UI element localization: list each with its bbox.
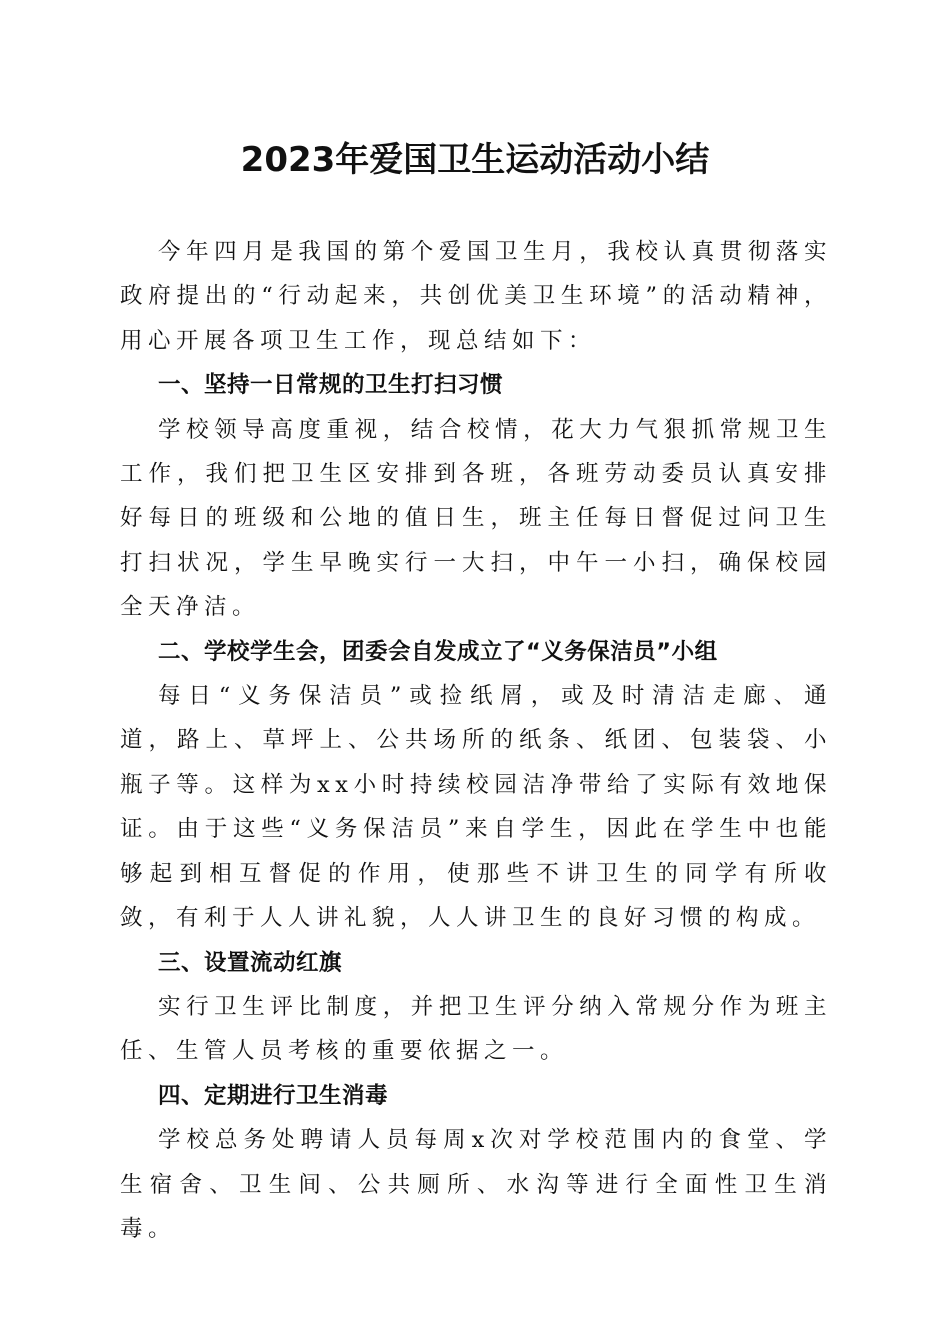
- section-4-body: 学校总务处聘请人员每周x次对学校范围内的食堂、学生宿舍、卫生间、公共厕所、水沟等进行全面性卫生消毒。: [120, 1127, 832, 1242]
- section-2-heading: 二、学校学生会，团委会自发成立了“义务保洁员”小组: [158, 638, 718, 665]
- section-3-body: 实行卫生评比制度，并把卫生评分纳入常规分作为班主任、生管人员考核的重要依据之一。: [120, 993, 832, 1065]
- section-1-body: 学校领导高度重视，结合校情，花大力气狠抓常规卫生工作，我们把卫生区安排到各班，各班劳动委员认真安排好每日的班级和公地的值日生，班主任每日督促过问卫生打扫状况，学生早晚实行一大扫，中午一小扫，确保校园全天净洁。: [120, 416, 832, 621]
- intro-paragraph: 今年四月是我国的第个爱国卫生月，我校认真贯彻落实政府提出的“行动起来，共创优美卫生环境”的活动精神，用心开展各项卫生工作，现总结如下：: [120, 239, 832, 354]
- document-body: [120, 230, 832, 1251]
- section-4-heading: 四、定期进行卫生消毒: [158, 1082, 389, 1109]
- section-1-heading: 一、坚持一日常规的卫生打扫习惯: [158, 372, 504, 399]
- document-title: 2023年爱国卫生运动活动小结: [240, 140, 710, 180]
- section-3-heading: 三、设置流动红旗: [158, 949, 343, 976]
- section-2-body: 每日“义务保洁员”或捡纸屑，或及时清洁走廊、通道，路上、草坪上、公共场所的纸条、纸团、包装袋、小瓶子等。这样为xx小时持续校园洁净带给了实际有效地保证。由于这些“义务保洁员”来自学生，因此在学生中也能够起到相互督促的作用，使那些不讲卫生的同学有所收敛，有利于人人讲礼貌，人人讲卫生的良好习惯的构成。: [120, 683, 832, 932]
